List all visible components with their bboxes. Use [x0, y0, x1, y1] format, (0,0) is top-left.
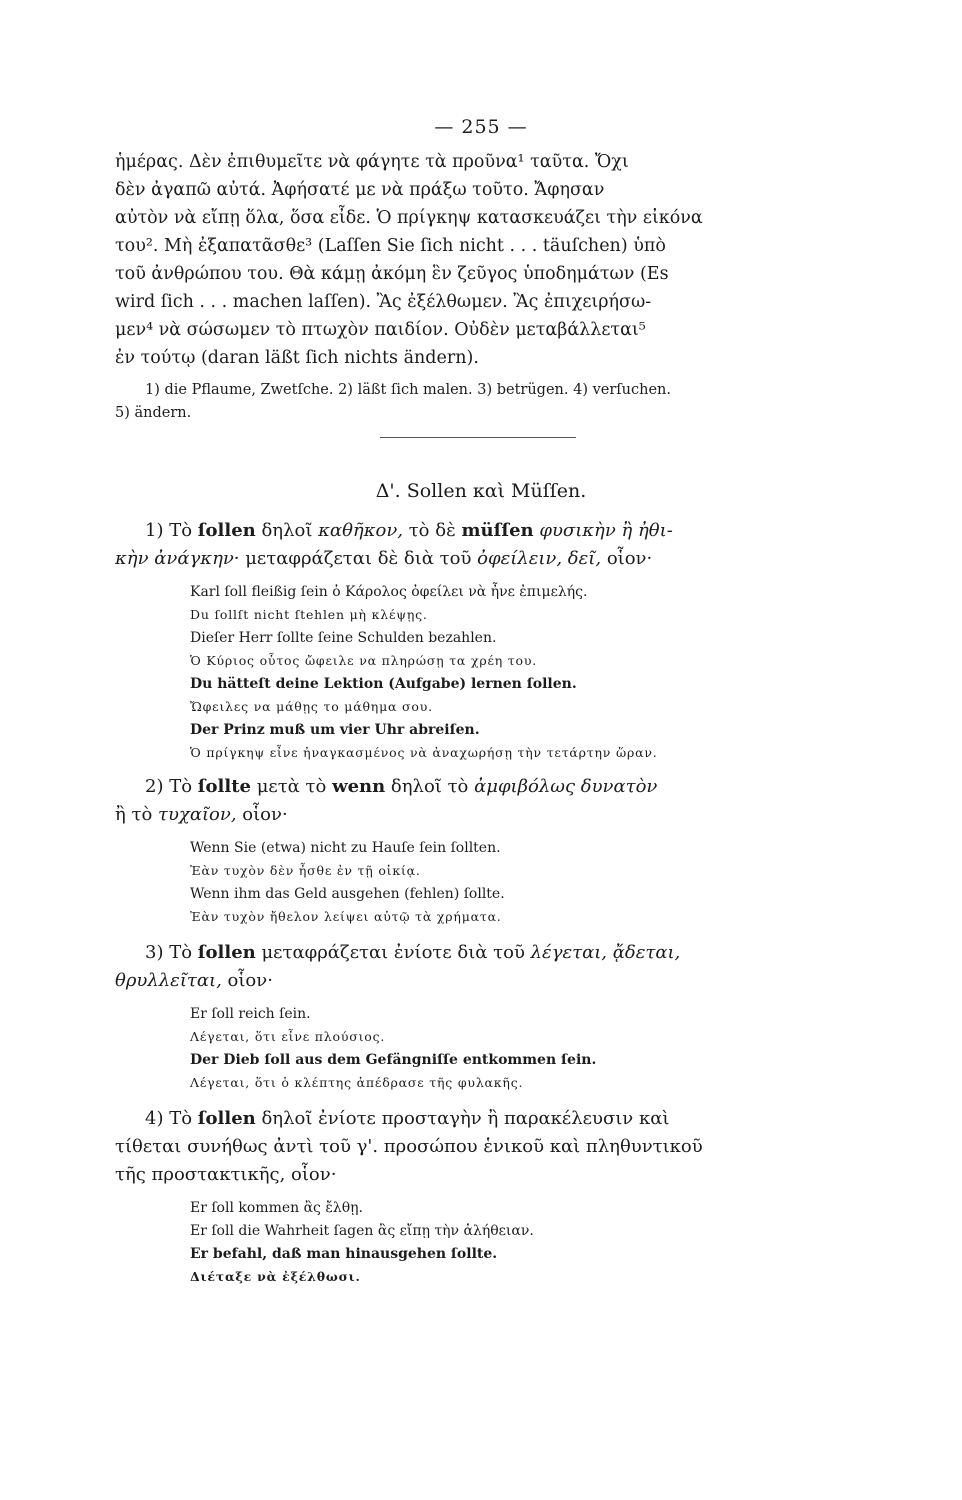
example: Wenn ihm das Geld ausgehen (fehlen) ſollte. — [190, 886, 505, 902]
paragraph-4-line-3: τῆς προστακτικῆς, οἷον· — [115, 1164, 337, 1185]
example: Er ſoll reich ſein. — [190, 1006, 311, 1022]
example: Ὁ πρίγκηψ εἶνε ἠναγκασμένος νὰ ἀναχωρήσῃ τὴν τετάρτην ὥραν. — [190, 745, 658, 760]
example: Er ſoll kommen ἂς ἔλθῃ. — [190, 1200, 363, 1216]
paragraph-2-line-1: 2) Τὸ ſollte μετὰ τὸ wenn δηλοῖ τὸ ἀμφιβόλως δυνατὸν — [145, 776, 658, 797]
divider — [380, 437, 576, 438]
example: Er ſoll die Wahrheit ſagen ἂς εἴπῃ τὴν ἀλήθειαν. — [190, 1223, 534, 1239]
text-line: δὲν ἀγαπῶ αὐτά. Ἀφήσατέ με νὰ πράξω τοῦτο. Ἄφησαν — [115, 180, 605, 200]
example: Ἐὰν τυχὸν ἤθελον λείψει αὐτῷ τὰ χρήματα. — [190, 909, 502, 924]
keyword: wenn — [332, 776, 386, 797]
paragraph-4-line-2: τίθεται συνήθως ἀντὶ τοῦ γ'. προσώπου ἑνικοῦ καὶ πληθυντικοῦ — [115, 1136, 703, 1157]
example: Dieſer Herr ſollte ſeine Schulden bezahlen. — [190, 630, 497, 646]
text-line: ἡμέρας. Δὲν ἐπιθυμεῖτε νὰ φάγητε τὰ προῦνα¹ ταῦτα. Ὄχι — [115, 152, 629, 172]
example: Διέταξε νὰ ἐξέλθωσι. — [190, 1269, 361, 1284]
example: Der Dieb ſoll aus dem Gefängniſſe entkommen ſein. — [190, 1052, 597, 1068]
example: Er befahl, daß man hinausgehen ſollte. — [190, 1246, 498, 1262]
example: Λέγεται, ὅτι εἶνε πλούσιος. — [190, 1029, 386, 1044]
example: Du ſollſt nicht ſtehlen μὴ κλέψῃς. — [190, 607, 428, 622]
example: Λέγεται, ὅτι ὁ κλέπτης ἀπέδρασε τῆς φυλακῆς. — [190, 1075, 524, 1090]
keyword: ſollen — [197, 520, 256, 541]
example: Du hätteſt deine Lektion (Aufgabe) lernen ſollen. — [190, 676, 577, 692]
text-line: του². Μὴ ἐξαπατᾶσθε³ (Laſſen Sie ſich nicht . . . täuſchen) ὑπὸ — [115, 236, 666, 256]
example: Der Prinz muß um vier Uhr abreiſen. — [190, 722, 480, 738]
paragraph-1-line-1: 1) Τὸ ſollen δηλοῖ καθῆκον, τὸ δὲ müſſen φυσικὴν ἢ ἠθι- — [145, 520, 673, 541]
example: Ὁ Κύριος οὗτος ὤφειλε να πληρώσῃ τα χρέη του. — [190, 653, 538, 668]
text-line: μεν⁴ νὰ σώσωμεν τὸ πτωχὸν παιδίον. Οὐδὲν μεταβάλλεται⁵ — [115, 320, 646, 340]
page-number: — 255 — — [434, 116, 528, 138]
example: Ἐὰν τυχὸν δὲν ἦσθε ἐν τῇ οἰκίᾳ. — [190, 863, 421, 878]
keyword: ſollen — [197, 942, 256, 963]
paragraph-1-line-2: κὴν ἀνάγκην· μεταφράζεται δὲ διὰ τοῦ ὀφείλειν, δεῖ, οἷον· — [115, 548, 653, 569]
footnote: 5) ändern. — [115, 405, 192, 421]
keyword: ſollen — [197, 1108, 256, 1129]
example: Karl ſoll fleißig ſein ὁ Κάρολος ὀφείλει νὰ ἦνε ἐπιμελής. — [190, 584, 588, 600]
keyword: ſollte — [197, 776, 251, 797]
paragraph-4-line-1: 4) Τὸ ſollen δηλοῖ ἐνίοτε προσταγὴν ἢ παρακέλευσιν καὶ — [145, 1108, 670, 1129]
section-heading: Δ'. Sollen καὶ Müſſen. — [375, 480, 587, 502]
text-line: wird ſich . . . machen laſſen). Ἂς ἐξέλθωμεν. Ἂς ἐπιχειρήσω- — [115, 292, 652, 312]
paragraph-2-line-2: ἢ τὸ τυχαῖον, οἷον· — [115, 804, 288, 825]
footnote: 1) die Pflaume, Zwetſche. 2) läßt ſich malen. 3) betrügen. 4) verſuchen. — [145, 382, 671, 398]
text-line: τοῦ ἀνθρώπου του. Θὰ κάμῃ ἀκόμη ἓν ζεῦγος ὑποδημάτων (Es — [115, 264, 669, 284]
paragraph-3-line-1: 3) Τὸ ſollen μεταφράζεται ἐνίοτε διὰ τοῦ λέγεται, ᾄδεται, — [145, 942, 681, 963]
paragraph-3-line-2: θρυλλεῖται, οἷον· — [115, 970, 273, 991]
example: Wenn Sie (etwa) nicht zu Hauſe ſein ſollten. — [190, 840, 501, 856]
example: Ὤφειλες να μάθῃς το μάθημα σου. — [190, 699, 433, 714]
keyword: müſſen — [461, 520, 534, 541]
text-line: ἐν τούτῳ (daran läßt ſich nichts ändern). — [115, 348, 479, 368]
text-line: αὐτὸν νὰ εἴπῃ ὅλα, ὅσα εἶδε. Ὁ πρίγκηψ κατασκευάζει τὴν εἰκόνα — [115, 208, 703, 228]
